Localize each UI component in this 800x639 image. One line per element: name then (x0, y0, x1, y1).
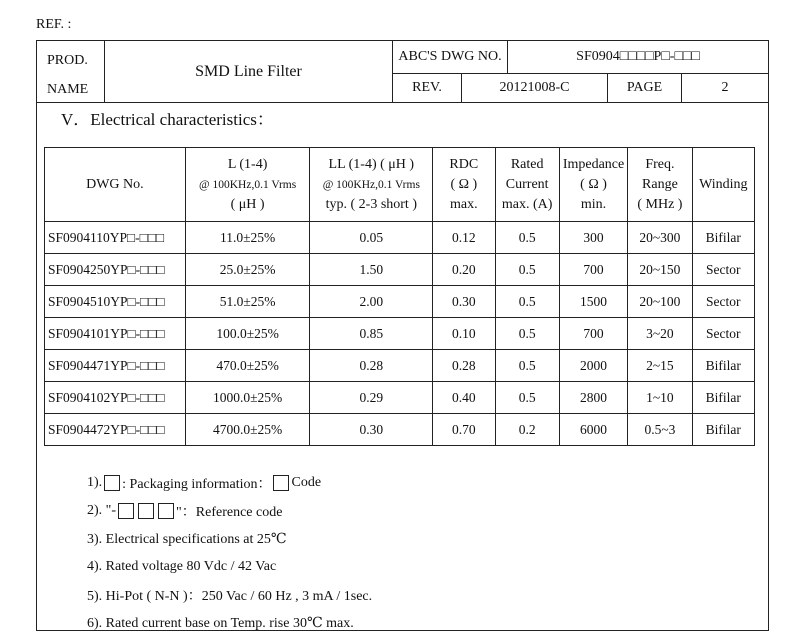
cell-leakage-inductance: 2.00 (310, 286, 433, 318)
cell-rdc: 0.12 (433, 222, 495, 254)
header-dwg-no: DWG No. (45, 148, 186, 222)
header-inductance: L (1-4) @ 100KHz,0.1 Vrms ( μH ) (185, 148, 310, 222)
cell-impedance: 1500 (559, 286, 627, 318)
placeholder-box (138, 503, 154, 519)
table-row (45, 286, 755, 318)
cell-rdc: 0.28 (433, 350, 495, 382)
cell-inductance: 1000.0±25% (185, 382, 310, 414)
cell-inductance: 51.0±25% (185, 286, 310, 318)
cell-rated-current: 0.5 (495, 350, 559, 382)
cell-leakage-inductance: 0.05 (310, 222, 433, 254)
cell-rdc: 0.70 (433, 414, 495, 446)
cell-leakage-inductance: 0.29 (310, 382, 433, 414)
cell-dwg-no: SF0904250YP□-□□□ (45, 254, 186, 286)
cell-winding: Sector (692, 286, 754, 318)
note-hi-pot: 5). Hi-Pot ( N-N )：250 Vac / 60 Hz , 3 mA / 1sec. (87, 589, 373, 604)
cell-winding: Sector (692, 254, 754, 286)
cell-impedance: 700 (559, 254, 627, 286)
section-title: V．Electrical characteristics： (61, 110, 274, 129)
cell-impedance: 300 (559, 222, 627, 254)
cell-rdc: 0.40 (433, 382, 495, 414)
table-row (45, 382, 755, 414)
cell-inductance: 25.0±25% (185, 254, 310, 286)
notes-list (87, 469, 372, 637)
cell-freq-range: 2~15 (628, 350, 692, 382)
cell-winding: Bifilar (692, 414, 754, 446)
cell-rated-current: 0.5 (495, 318, 559, 350)
table-row (45, 222, 755, 254)
note-packaging: 1). : Packaging information： Code (87, 475, 322, 492)
note-electrical-spec: 3). Electrical specifications at 25℃ (87, 531, 287, 547)
cell-freq-range: 0.5~3 (628, 414, 692, 446)
cell-leakage-inductance: 0.85 (310, 318, 433, 350)
table-header-row (45, 148, 755, 222)
name-label: NAME (47, 82, 89, 97)
cell-winding: Bifilar (692, 382, 754, 414)
cell-rated-current: 0.2 (495, 414, 559, 446)
dwg-no-label: ABC'S DWG NO. (398, 49, 502, 64)
ref-label: REF. : (36, 17, 72, 32)
cell-rated-current: 0.5 (495, 286, 559, 318)
cell-rdc: 0.10 (433, 318, 495, 350)
table-row (45, 318, 755, 350)
cell-dwg-no: SF0904471YP□-□□□ (45, 350, 186, 382)
header-winding: Winding (692, 148, 754, 222)
placeholder-box (273, 475, 289, 491)
electrical-characteristics-table (44, 147, 755, 446)
cell-rdc: 0.20 (433, 254, 495, 286)
cell-leakage-inductance: 0.30 (310, 414, 433, 446)
table-row (45, 414, 755, 446)
note-rated-voltage: 4). Rated voltage 80 Vdc / 42 Vac (87, 559, 277, 574)
cell-winding: Bifilar (692, 222, 754, 254)
header-block (37, 41, 768, 103)
header-rdc: RDC ( Ω ) max. (433, 148, 495, 222)
cell-inductance: 4700.0±25% (185, 414, 310, 446)
cell-freq-range: 3~20 (628, 318, 692, 350)
cell-dwg-no: SF0904472YP□-□□□ (45, 414, 186, 446)
cell-impedance: 700 (559, 318, 627, 350)
note-reference-code: 2). "- "：Reference code (87, 503, 283, 520)
cell-leakage-inductance: 0.28 (310, 350, 433, 382)
header-impedance: Impedance ( Ω ) min. (559, 148, 627, 222)
cell-rated-current: 0.5 (495, 222, 559, 254)
rev-label: REV. (412, 80, 442, 95)
product-name: SMD Line Filter (195, 62, 302, 80)
cell-freq-range: 20~150 (628, 254, 692, 286)
table-row (45, 254, 755, 286)
placeholder-box (158, 503, 174, 519)
page-label: PAGE (626, 80, 663, 95)
cell-freq-range: 1~10 (628, 382, 692, 414)
cell-freq-range: 20~300 (628, 222, 692, 254)
cell-dwg-no: SF0904102YP□-□□□ (45, 382, 186, 414)
cell-inductance: 11.0±25% (185, 222, 310, 254)
prod-label: PROD. (47, 53, 88, 68)
table-row (45, 350, 755, 382)
cell-rated-current: 0.5 (495, 382, 559, 414)
cell-impedance: 6000 (559, 414, 627, 446)
note-rated-current: 6). Rated current base on Temp. rise 30℃ max. (87, 615, 354, 631)
cell-leakage-inductance: 1.50 (310, 254, 433, 286)
page-value: 2 (721, 80, 729, 95)
cell-rdc: 0.30 (433, 286, 495, 318)
dwg-no-value: SF0904□□□□P□-□□□ (576, 49, 700, 64)
cell-winding: Bifilar (692, 350, 754, 382)
cell-rated-current: 0.5 (495, 254, 559, 286)
cell-freq-range: 20~100 (628, 286, 692, 318)
cell-dwg-no: SF0904510YP□-□□□ (45, 286, 186, 318)
header-freq-range: Freq. Range ( MHz ) (628, 148, 692, 222)
cell-inductance: 470.0±25% (185, 350, 310, 382)
cell-winding: Sector (692, 318, 754, 350)
header-rated-current: Rated Current max. (A) (495, 148, 559, 222)
document-frame (36, 40, 769, 631)
rev-value: 20121008-C (499, 80, 570, 95)
cell-impedance: 2000 (559, 350, 627, 382)
cell-dwg-no: SF0904110YP□-□□□ (45, 222, 186, 254)
cell-dwg-no: SF0904101YP□-□□□ (45, 318, 186, 350)
header-leakage-inductance: LL (1-4) ( μH ) @ 100KHz,0.1 Vrms typ. ( 2-3 short ) (310, 148, 433, 222)
cell-impedance: 2800 (559, 382, 627, 414)
placeholder-box (104, 475, 120, 491)
placeholder-box (118, 503, 134, 519)
cell-inductance: 100.0±25% (185, 318, 310, 350)
